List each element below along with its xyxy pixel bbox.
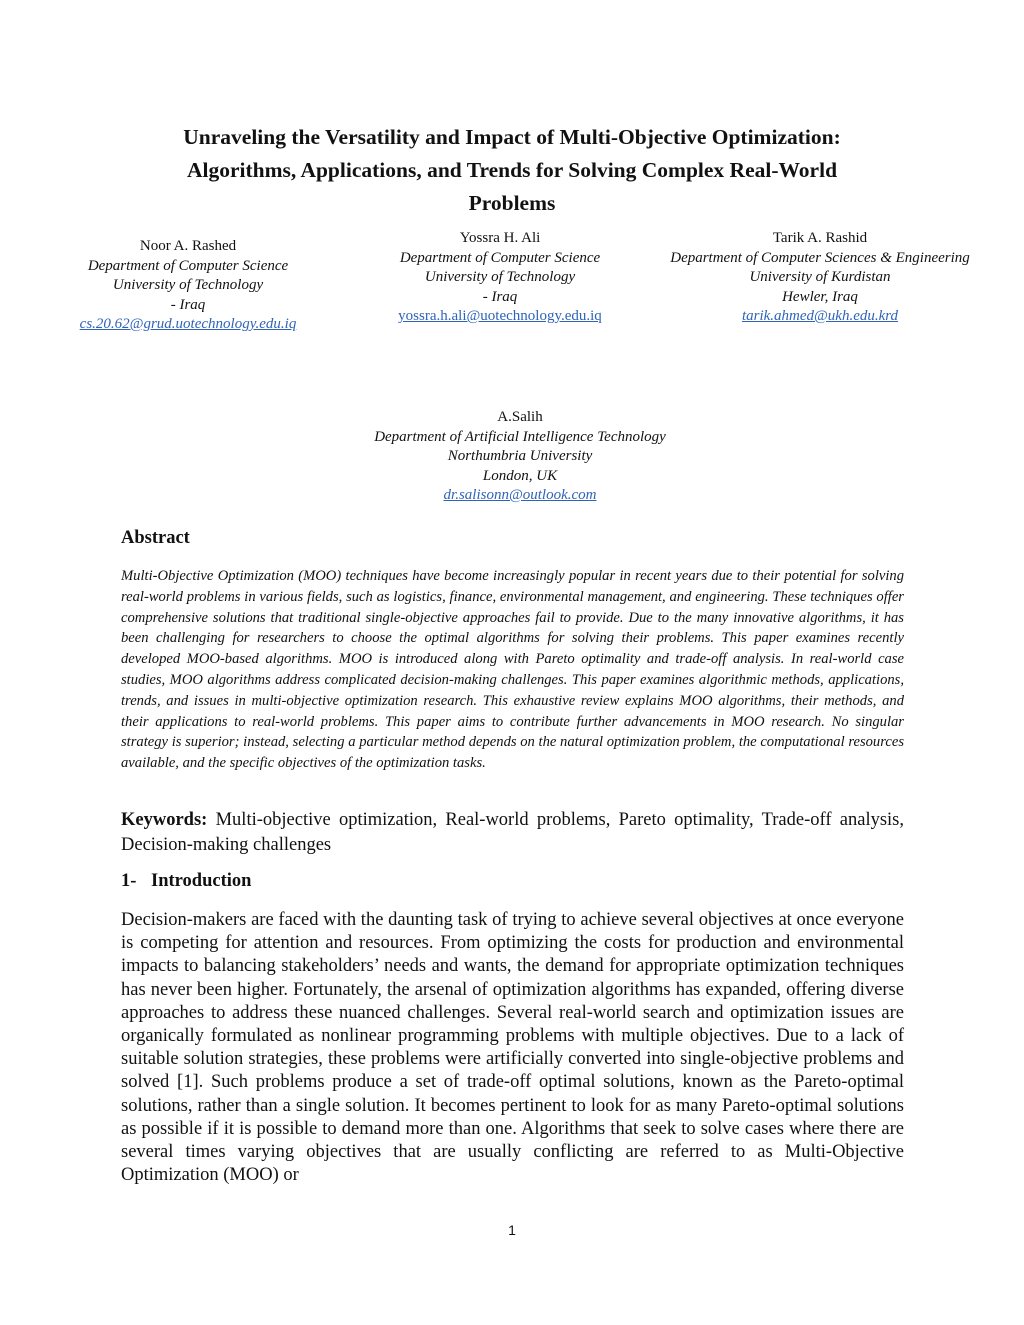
keywords-paragraph [121,808,904,857]
author-location: - Iraq [170,296,206,313]
author-department: Department of Computer Science [399,249,601,266]
author-email-link[interactable]: tarik.ahmed@ukh.edu.krd [741,308,899,324]
author-email-link[interactable]: cs.20.62@grud.uotechnology.edu.iq [79,316,297,332]
author-email-link[interactable]: yossra.h.ali@uotechnology.edu.iq [398,308,602,324]
author-name: Yossra H. Ali [459,230,541,246]
section-title: Introduction [151,871,252,891]
author-department: Department of Computer Science [87,257,289,274]
author-block-ali [340,229,660,327]
author-block-rashed [40,237,336,335]
abstract-text: Multi-Objective Optimization (MOO) techniques have become increasingly popular in recent years due to their potential for solving real-world problems in various fields, such as logistics, finance, environmental management, and engineering. These techniques offer comprehensive solutions that traditional single-objective approaches fail to provide. Due to the many innovative algorithms, it has been challenging for researchers to choose the optimal algorithms for solving their problems. This paper examines recently developed MOO-based algorithms. MOO is introduced along with Pareto optimality and trade-off analysis. In real-world case studies, MOO algorithms address complicated decision-making challenges. This paper examines algorithmic methods, applications, trends, and issues in multi-objective optimization research. This exhaustive review explains MOO algorithms, their methods, and their applications to real-world problems. This paper aims to contribute further advancements in MOO research. No singular strategy is superior; instead, selecting a particular method depends on the natural optimization problem, the computational resources available, and the specific objectives of the optimization tasks. [121,568,904,772]
section-heading-introduction [121,871,251,892]
section-number: 1- [121,871,137,891]
introduction-text: Decision-makers are faced with the daunting task of trying to achieve several objectives at once everyone is competing for attention and resources. From optimizing the costs for production and environmental impacts to balancing stakeholders’ needs and wants, the demand for appropriate optimization techniques has never been higher. Fortunately, the arsenal of optimization algorithms has expanded, offering diverse approaches to address these nuanced challenges. Several real-world search and optimization issues are organically formulated as nonlinear programming problems with multiple objectives. Due to a lack of suitable solution strategies, these problems were artificially converted into single-objective problems and solved [1]. Such problems produce a set of trade-off optimal solutions, known as the Pareto-optimal solutions, rather than a single solution. It becomes pertinent to look for as many Pareto-optimal solutions as possible if it is possible to demand more than one. Algorithms that seek to solve cases where there are several times varying objectives that are usually conflicting are referred to as Multi-Objective Optimization (MOO) or [121,910,904,1186]
keywords-text: Multi-objective optimization, Real-world problems, Pareto optimality, Trade-off analysis, Decision-making challenges [121,810,904,855]
author-department: Department of Computer Sciences & Engineering [670,249,970,266]
paper-title [120,121,904,220]
author-email-link[interactable]: dr.salisonn@outlook.com [443,487,597,503]
author-location: - Iraq [482,288,518,305]
author-institution: University of Technology [424,269,576,285]
author-institution: University of Kurdistan [749,269,891,285]
author-block-rashid [640,229,1000,327]
author-institution: University of Technology [112,277,264,293]
title-line: Algorithms, Applications, and Trends for Solving Complex Real-World [186,158,838,182]
title-line: Problems [468,191,556,215]
author-location: London, UK [482,467,558,484]
author-block-salih [300,408,740,506]
author-institution: Northumbria University [447,448,593,464]
title-line: Unraveling the Versatility and Impact of Multi-Objective Optimization: [183,125,841,149]
author-name: Noor A. Rashed [139,238,237,254]
author-name: Tarik A. Rashid [772,230,868,246]
author-department: Department of Artificial Intelligence Technology [374,428,666,445]
author-name: A.Salih [497,409,543,425]
author-location: Hewler, Iraq [782,288,858,305]
abstract-heading: Abstract [121,528,190,548]
keywords-label: Keywords: [121,810,208,830]
page-number: 1 [508,1222,516,1238]
